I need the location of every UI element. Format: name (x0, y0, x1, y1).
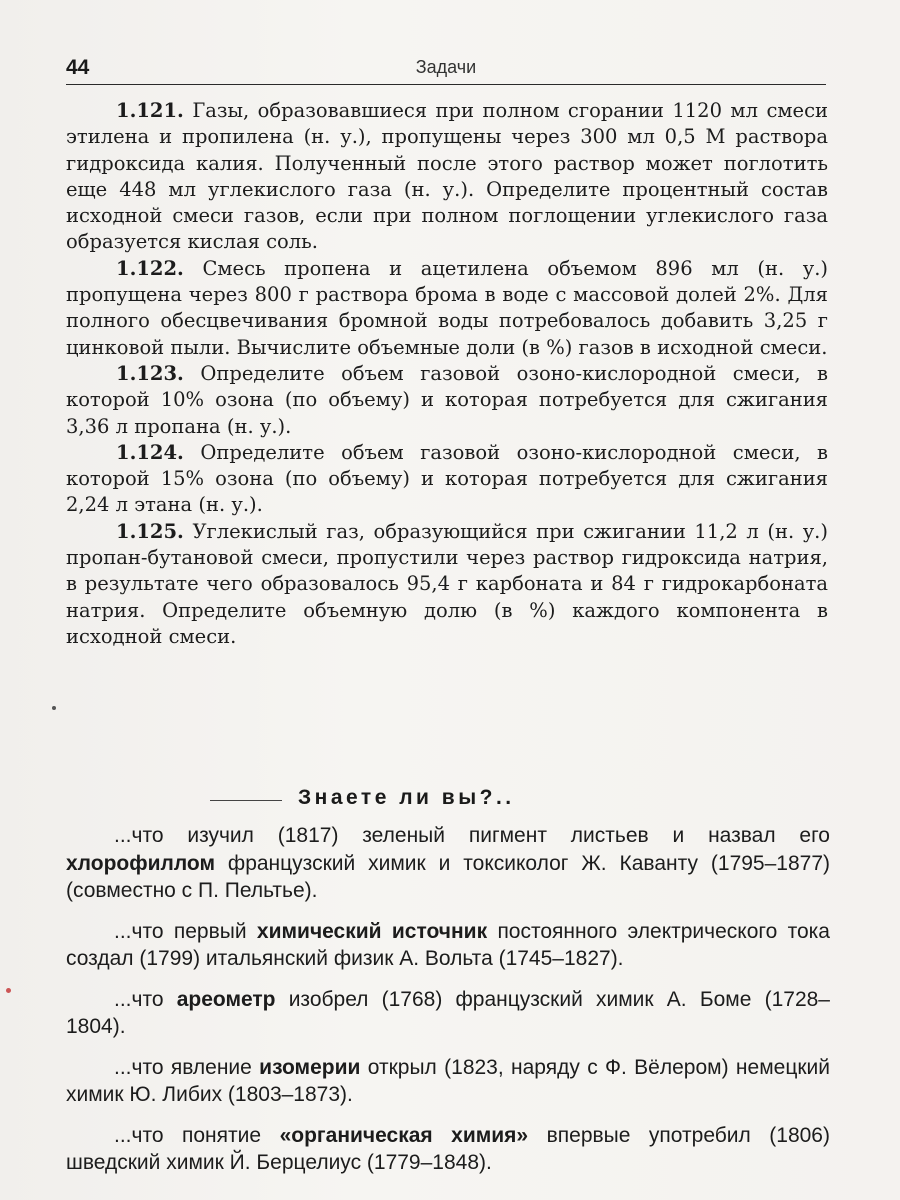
fact-text: открыл (1823, наряду с Ф. Вёлером) немецкий химик Ю. Либих (1803–1873). (66, 1055, 830, 1106)
problem-text: Углекислый газ, образующийся при сжигании 11,2 л (н. у.) пропан-бутановой смеси, пропустили через раствор гидроксида натрия, в результате чего образовалось 95,4 г карбоната и 84 г гидрокарбоната натрия. Определите объемную долю (в %) каждого компонента в исходной смеси. (66, 519, 828, 648)
page-header (66, 54, 826, 85)
fact-text: изобрел (1768) французский химик А. Боме (1728–1804). (66, 987, 830, 1038)
problem-1-124 (66, 440, 828, 519)
problem-1-125 (66, 519, 828, 650)
fact-text: ...что понятие (114, 1123, 280, 1147)
problem-text: Определите объем газовой озоно-кислородной смеси, в которой 10% озона (по объему) и которая потребуется для сжигания 3,36 л пропана (н. у.). (66, 361, 828, 438)
problem-text: Смесь пропена и ацетилена объемом 896 мл (н. у.) пропущена через 800 г раствора брома в воде с массовой долей 2%. Для полного обесцвечивания бромной воды потребовалось добавить 3,25 г цинковой пыли. Вычислите объемные доли (в %) газов в исходной смеси. (66, 256, 828, 359)
ink-speck (52, 706, 56, 710)
fact-text: французский химик и токсиколог Ж. Каванту (1795–1877) (совместно с П. Пельтье). (66, 851, 830, 902)
ink-speck (6, 988, 11, 993)
did-you-know-facts (66, 822, 830, 1190)
problem-text: Газы, образовавшиеся при полном сгорании 1120 мл смеси этилена и пропилена (н. у.), пропущены через 300 мл 0,5 М раствора гидроксида калия. Полученный после этого раствор может поглотить еще 448 мл углекислого газа (н. у.). Определите процентный состав исходной смеси газов, если при полном поглощении углекислого газа образуется кислая соль. (66, 99, 828, 254)
fact-text: ...что (114, 987, 177, 1011)
fact-item (66, 1122, 830, 1177)
problem-number: 1.121. (116, 99, 184, 122)
problem-1-123 (66, 361, 828, 440)
problem-1-122 (66, 256, 828, 361)
did-you-know-heading (210, 786, 730, 812)
problems-section (66, 98, 828, 650)
fact-keyword: химический источник (256, 919, 488, 943)
fact-text: ...что явление (114, 1055, 260, 1079)
problem-number: 1.125. (116, 519, 184, 543)
page-number: 44 (66, 56, 90, 79)
problem-number: 1.122. (116, 256, 184, 280)
fact-text: впервые употребил (1806) шведский химик Й. Берцелиус (1779–1848). (66, 1123, 830, 1174)
fact-item (66, 822, 830, 905)
heading-rule (210, 800, 282, 801)
fact-item (66, 986, 830, 1041)
fact-text: ...что изучил (1817) зеленый пигмент листьев и назвал его (114, 824, 830, 847)
problem-number: 1.123. (116, 361, 184, 385)
fact-text: ...что первый (114, 919, 257, 943)
fact-keyword: ареометр (176, 987, 276, 1011)
fact-keyword: «органическая химия» (279, 1123, 529, 1147)
fact-item (66, 1054, 830, 1109)
fact-item (66, 918, 830, 973)
fact-keyword: хлорофиллом (66, 851, 215, 875)
fact-text: постоянного электрического тока создал (1799) итальянский физик А. Вольта (1745–1827). (66, 919, 830, 970)
problem-number: 1.124. (116, 440, 184, 464)
fact-keyword: изомерии (259, 1055, 361, 1079)
problem-text: Определите объем газовой озоно-кислородной смеси, в которой 15% озона (по объему) и которая потребуется для сжигания 2,24 л этана (н. у.). (66, 440, 828, 517)
problem-1-121 (66, 98, 828, 256)
running-title: Задачи (415, 57, 477, 77)
did-you-know-title: Знаете ли вы?.. (298, 786, 515, 809)
